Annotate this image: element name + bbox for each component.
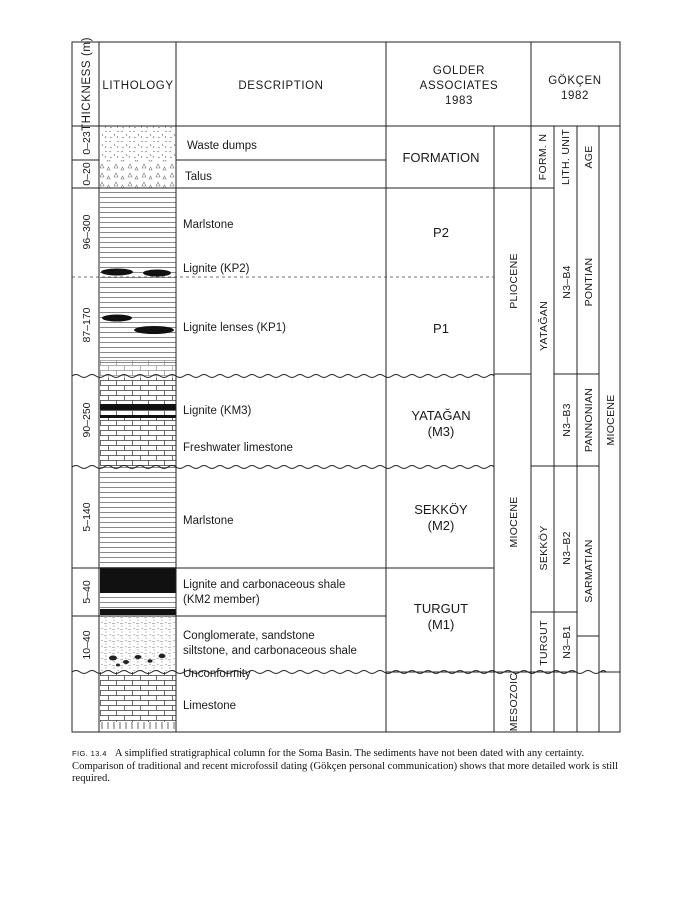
series-miocene: MIOCENE [508, 496, 520, 548]
lignite-kp1-lens-2 [134, 326, 174, 334]
km2-lignite-bed [100, 568, 176, 593]
header-lithology: LITHOLOGY [102, 80, 174, 92]
gokcen-yatagan: YATAĞAN [538, 301, 550, 351]
gokcen-age: AGE [583, 145, 595, 169]
description-column [183, 140, 357, 712]
gokcen-sekkoy: SEKKÖY [538, 525, 550, 571]
waste-dumps-pattern [100, 126, 176, 160]
golder-m1: (M1) [427, 617, 455, 632]
header-gokcen: GÖKÇEN [548, 75, 602, 87]
gokcen-turgut: TURGUT [538, 620, 550, 666]
desc-waste-dumps: Waste dumps [187, 140, 257, 152]
gokcen-miocene: MIOCENE [605, 394, 617, 446]
golder-sekkoy: SEKKÖY [414, 502, 468, 517]
limestone-basement-pattern [100, 672, 176, 722]
km2-lignite-thin [100, 609, 176, 615]
desc-conglomerate-line1: Conglomerate, sandstone [183, 630, 315, 642]
gokcen-n3b4: N3–B4 [561, 265, 573, 299]
gokcen-n3b3: N3–B3 [561, 403, 573, 437]
golder-formation: FORMATION [402, 150, 480, 165]
header-description: DESCRIPTION [238, 80, 324, 92]
conglomerate-pebble [109, 656, 117, 661]
figure-caption [72, 748, 632, 786]
desc-unconformity: Unconformity [183, 668, 251, 680]
conglomerate-pebble [148, 659, 153, 663]
thickness-conglomerate: 10–40 [81, 630, 93, 660]
lignite-km3-bed-1 [100, 404, 176, 410]
golder-p1: P1 [433, 321, 449, 336]
km2-shale-pattern [100, 593, 176, 609]
conglomerate-pebble [116, 664, 120, 667]
limestone-basement-ticks [102, 722, 174, 729]
gokcen-form-n: FORM. N [537, 133, 549, 181]
lignite-km3-bed-2 [100, 415, 176, 418]
conglomerate-pebble [123, 660, 129, 664]
desc-lignite-lenses: Lignite lenses (KP1) [183, 322, 286, 334]
gokcen-pontian: PONTIAN [583, 257, 595, 307]
golder-m2: (M2) [427, 518, 455, 533]
golder-p2: P2 [433, 225, 449, 240]
conglomerate-pebble [159, 654, 166, 658]
desc-marlstone-upper: Marlstone [183, 219, 234, 231]
marlstone-lower-pattern [100, 466, 176, 568]
desc-marlstone-lower: Marlstone [183, 515, 234, 527]
thickness-waste-dumps: 0–23 [81, 131, 93, 155]
golder-units [402, 150, 479, 632]
header-row [81, 37, 602, 131]
gokcen-sarmatian: SARMATIAN [583, 539, 595, 603]
golder-yatagan: YATAĞAN [411, 408, 471, 423]
lignite-kp1-lens-1 [102, 315, 132, 322]
desc-freshwater-limestone: Freshwater limestone [183, 442, 293, 454]
desc-conglomerate-line2: siltstone, and carbonaceous shale [183, 645, 357, 657]
gokcen-n3b1: N3–B1 [561, 625, 573, 659]
desc-lignite-kp2: Lignite (KP2) [183, 263, 250, 275]
freshwater-limestone-pattern [100, 378, 176, 466]
talus-pattern [100, 160, 176, 188]
header-gokcen-year: 1982 [561, 90, 589, 102]
header-golder-year: 1983 [445, 95, 473, 107]
conglomerate-pattern [100, 616, 176, 671]
lignite-kp2-lens-1 [101, 269, 133, 276]
thickness-labels [81, 131, 93, 659]
desc-km2-line2: (KM2 member) [183, 594, 260, 606]
caption-text: A simplified stratigraphical column for the Soma Basin. The sediments have not been dated with any certainty. Comparison of traditional and recent microfossil dating (Gökçen personal communication) shows that more detailed work is still required. [72, 748, 619, 785]
conglomerate-pebble [135, 655, 142, 659]
figure-label: FIG. 13.4 [72, 749, 107, 758]
series-column [508, 253, 520, 731]
thickness-talus: 0–20 [81, 162, 93, 186]
thickness-lignite-lenses: 87–170 [81, 307, 93, 343]
desc-talus: Talus [185, 171, 212, 183]
header-golder-line1: GOLDER [432, 65, 486, 77]
thickness-marlstone-upper: 96–300 [81, 214, 93, 250]
header-golder-line2: ASSOCIATES [419, 80, 499, 92]
golder-m3: (M3) [427, 424, 455, 439]
gokcen-pannonian: PANNONIAN [583, 387, 595, 453]
desc-limestone: Limestone [183, 700, 237, 712]
thickness-km2: 5–40 [81, 580, 93, 604]
thickness-marlstone-lower: 5–140 [81, 502, 93, 532]
desc-lignite-km3: Lignite (KM3) [183, 405, 252, 417]
thickness-km3: 90–250 [81, 402, 93, 438]
lignite-kp2-lens-2 [143, 270, 171, 277]
series-pliocene: PLIOCENE [508, 253, 520, 309]
desc-km2-line1: Lignite and carbonaceous shale [183, 579, 346, 591]
gokcen-subheaders [537, 129, 595, 185]
lithology-column [100, 126, 176, 729]
header-thickness: THICKNESS (m) [81, 36, 93, 132]
gokcen-lith-unit: LITH. UNIT [560, 128, 572, 186]
series-mesozoic: MESOZOIC [508, 672, 520, 732]
golder-turgut: TURGUT [413, 601, 469, 616]
gokcen-n3b2: N3–B2 [561, 531, 573, 565]
